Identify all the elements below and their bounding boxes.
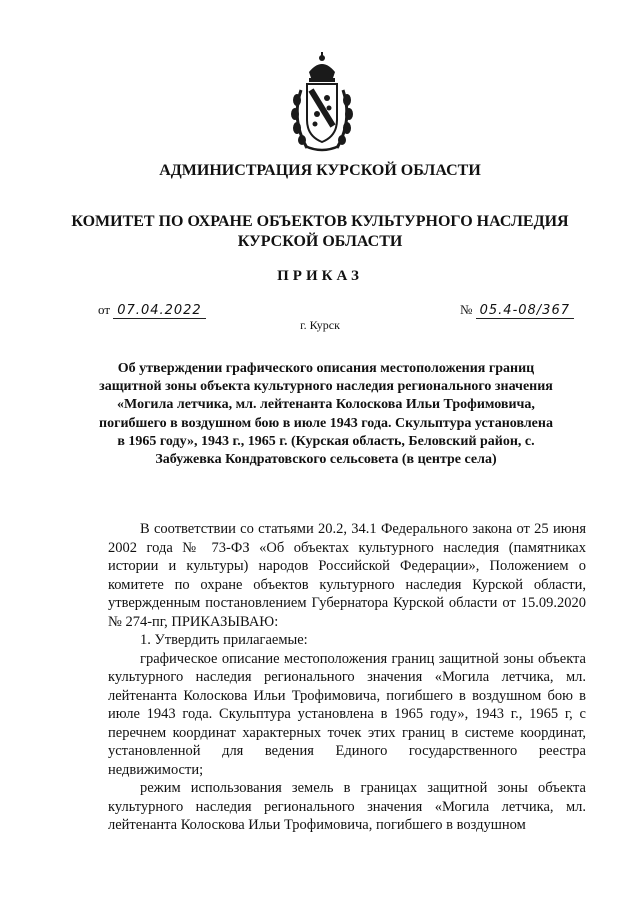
document-type: ПРИКАЗ [277,268,363,284]
paragraph-graphic-description: графическое описание местоположения границ защитной зоны объекта культурного наследия регионального значения «Могила летчика, мл. лейтенанта Колоскова Ильи Трофимовича, погибшего в воздушном бою в июле 1943 года. Скульптура установлена в 1965 году», 1943 г., 1965 г, с перечнем координат характерных точек этих границ в системе координат, установленной для ведения Единого государственного реестра недвижимости; [108,650,586,778]
order-body [108,520,586,835]
number-prefix: № [459,302,473,317]
committee-title-line2: КУРСКОЙ ОБЛАСТИ [237,233,403,250]
order-number [460,302,574,319]
paragraph-land-use-regime: режим использования земель в границах защитной зоны объекта культурного наследия регионального значения «Могила летчика, мл. лейтенанта Колоскова Ильи Трофимовича, погибшего в воздушном [108,780,586,833]
order-date [98,302,206,319]
number-value: 05.4-08/367 [476,303,574,319]
paragraph-item-1: 1. Утвердить прилагаемые: [140,632,308,648]
city: г. Курск [300,318,340,332]
kursk-coat-of-arms-icon [287,50,357,154]
paragraph-basis: В соответствии со статьями 20.2, 34.1 Федерального закона от 25 июня 2002 года № 73-ФЗ «Об объектах культурного наследия (памятниках истории и культуры) народов Российской Федерации», Положением о комитете по охране объектов культурного наследия Курской области, утвержденным постановлением Губернатора Курской области от 15.09.2020 № 274-пг, ПРИКАЗЫВАЮ: [108,521,586,630]
committee-title-line1: КОМИТЕТ ПО ОХРАНЕ ОБЪЕКТОВ КУЛЬТУРНОГО НАСЛЕДИЯ [71,213,569,230]
administration-title: АДМИНИСТРАЦИЯ КУРСКОЙ ОБЛАСТИ [159,162,481,179]
date-value: 07.04.2022 [113,303,205,319]
committee-title [0,212,640,252]
order-subject: Об утверждении графического описания местоположения границ защитной зоны объекта культурного наследия регионального значения «Могила летчика, мл. лейтенанта Колоскова Ильи Трофимовича, погибшего в воздушном бою в июле 1943 года. Скульптура установлена в 1965 году», 1943 г., 1965 г. (Курская область, Беловский район, с. Забужевка Кондратовского сельсовета (в центре села) [99,361,553,468]
date-prefix: от [98,302,111,317]
